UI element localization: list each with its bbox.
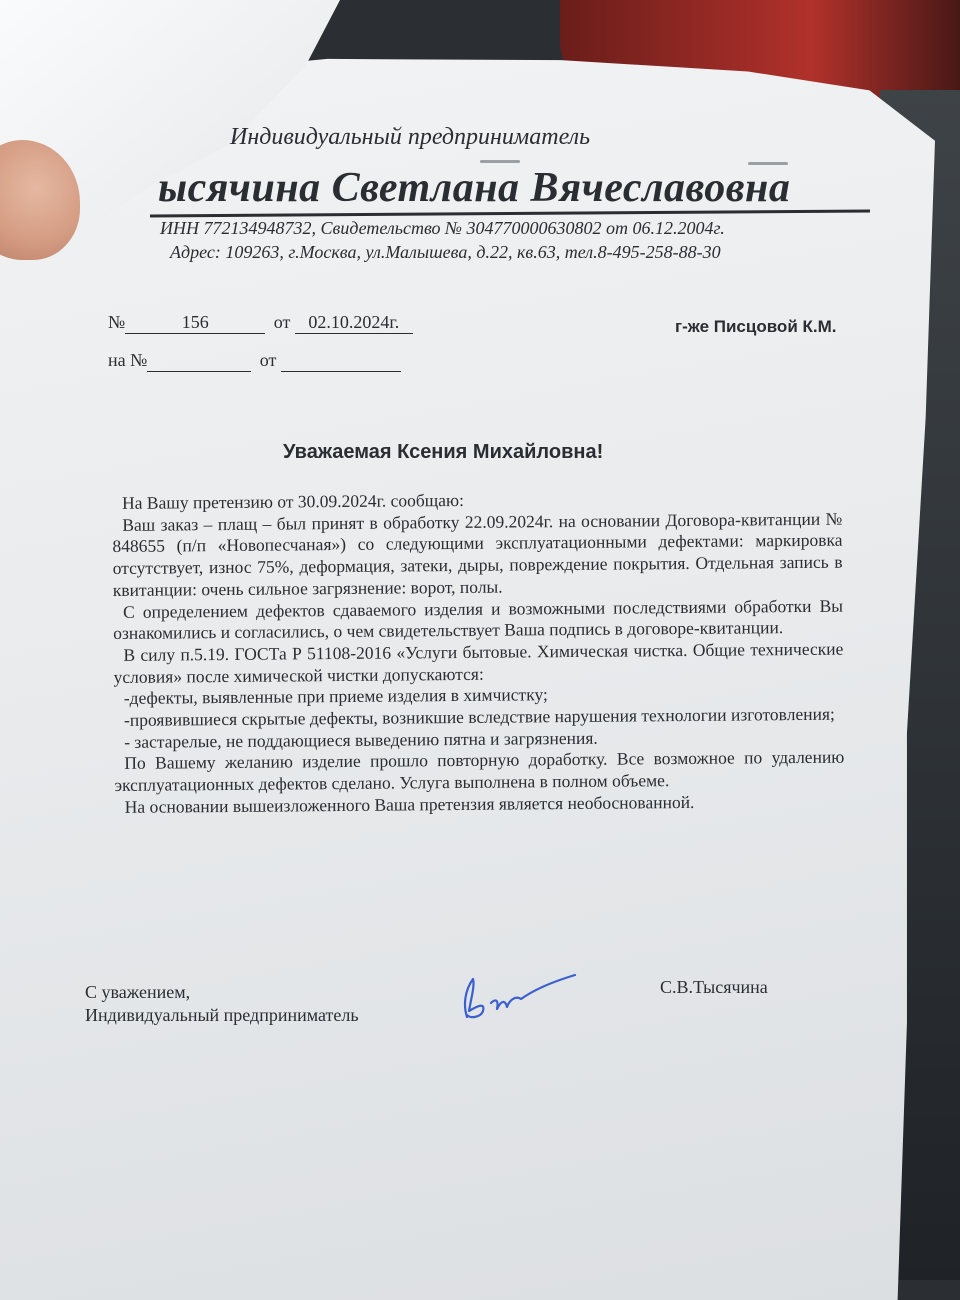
- greeting: Уважаемая Ксения Михайловна!: [283, 441, 604, 463]
- addressee: г-же Писцовой К.М.: [675, 317, 837, 336]
- date-value: 02.10.2024г.: [295, 312, 413, 334]
- outgoing-number-row: [108, 312, 413, 334]
- from-label: от: [273, 312, 291, 332]
- letterhead-title: Индивидуальный предприниматель: [230, 124, 591, 150]
- number-label: №: [108, 312, 126, 332]
- closing-regards: С уважением,: [85, 982, 191, 1002]
- body-paragraph: Ваш заказ – плащ – был принят в обработку 22.09.2024г. на основании Договора-квитанции № 848655 (п/п «Новопесчаная») со следующими эксплуатационными дефектами: маркировка отсутствует, износ 75%, деформация, затеки, дыры, повреждение покрытия. Отдельная запись в квитанции: очень сильное загрязнение: ворот, полы.: [112, 508, 843, 600]
- body-paragraph: -проявившиеся скрытые дефекты, возникшие вследствие нарушения технологии изготовления;: [123, 703, 835, 730]
- staple: [480, 160, 520, 163]
- letter-body: [112, 487, 845, 819]
- reply-from-label: от: [259, 350, 277, 370]
- handwritten-signature: [445, 965, 585, 1025]
- body-paragraph: На Вашу претензию от 30.09.2024г. сообщаю:: [121, 489, 464, 513]
- body-paragraph: - застарелые, не поддающиеся выведению пятна и загрязнения.: [124, 727, 598, 752]
- signer-name: С.В.Тысячина: [660, 977, 768, 997]
- body-paragraph: По Вашему желанию изделие прошло повторную доработку. Все возможное по удалению эксплуатационных дефектов сделано. Услуга выполнена в полном объеме.: [114, 747, 845, 796]
- letterhead-address: Адрес: 109263, г.Москва, ул.Малышева, д.22, кв.63, тел.8-495-258-88-30: [170, 242, 721, 262]
- body-paragraph: С определением дефектов сдаваемого изделия и возможными последствиями обработки Вы ознакомились и согласились, о чем свидетельствует Ваша подпись в договоре-квитанции.: [113, 595, 844, 644]
- body-paragraph: В силу п.5.19. ГОСТа Р 51108-2016 «Услуги бытовые. Химическая чистка. Общие технические условия» после химической чистки допускаются:: [113, 638, 844, 687]
- closing-title: Индивидуальный предприниматель: [85, 1005, 359, 1025]
- letterhead-registration: ИНН 772134948732, Свидетельство № 304770000630802 от 06.12.2004г.: [160, 218, 725, 238]
- body-paragraph: На основании вышеизложенного Ваша претензия является необоснованной.: [124, 791, 695, 817]
- number-value: 156: [125, 312, 265, 334]
- letterhead-name: ысячина Светлана Вячеславовна: [158, 165, 791, 211]
- body-paragraph: -дефекты, выявленные при приеме изделия в химчистку;: [123, 684, 548, 709]
- reply-number-row: [108, 350, 401, 372]
- reply-number-label: на №: [108, 350, 148, 370]
